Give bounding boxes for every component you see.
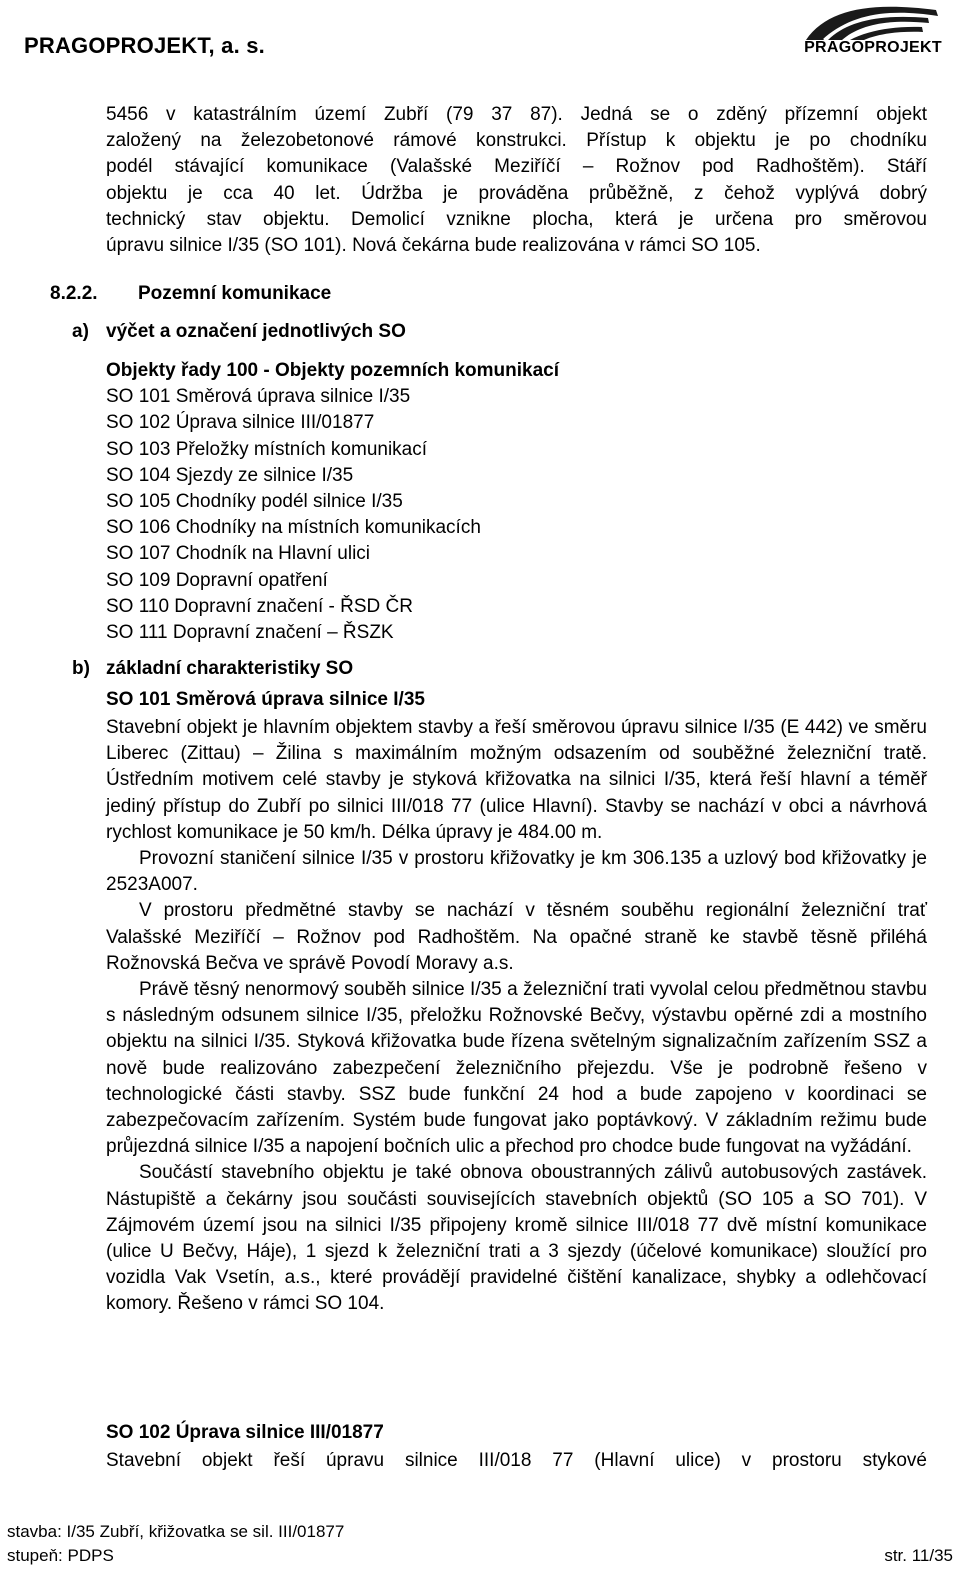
list-item: SO 109 Dopravní opatření (106, 569, 328, 591)
list-item: SO 106 Chodníky na místních komunikacích (106, 517, 481, 539)
list-item: SO 104 Sjezdy ze silnice I/35 (106, 464, 354, 486)
so101-paragraph: Stavební objekt je hlavním objektem stavby a řeší směrovou úpravu silnice I/35 (E 442) ve směru Liberec (Zittau) – Žilina s maximálním možným odsazením od souběžné železniční tratě. Ústředním motivem celé stavby je styková křižovatka na silnici I/35, která řeší hlavní a téměř jediný přístup do Zubří po silnici III/018 77 (ulice Hlavní). Stavby se nachází v obci a návrhová rychlost komunikace je 50 km/h. Délka úpravy je 484.00 m. (106, 717, 927, 843)
subsection-a-title: výčet a označení jednotlivých SO (106, 321, 406, 342)
so102-paragraph: Stavební objekt řeší úpravu silnice III/018 77 (Hlavní ulice) v prostoru stykové (106, 1450, 927, 1471)
footer-stage: stupeň: PDPS (7, 1546, 114, 1565)
intro-line: technický stav objektu. Demolicí vznikne plocha, která je určena pro směrovou (106, 208, 927, 230)
logo-text: PRAGOPROJEKT (804, 39, 942, 56)
so101-paragraph: Součástí stavebního objektu je také obnova oboustranných zálivů autobusových zastávek. Nástupiště a čekárny jsou součásti souvisejících stavebních objektů (SO 105 a SO 701). V Zájmovém území jsou na silnici I/35 připojeny kromě silnice III/018 77 dvě místní komunikace (ulice U Bečvy, Háje), 1 sjezd k železniční trati a 3 sjezdy (účelové komunikace) sloužící pro vozidla Vak Vsetín, a.s., které provádějí pravidelné čištění kanalizace, shybky a odlehčovací komory. Řešeno v rámci SO 104. (106, 1162, 927, 1315)
list-item: SO 105 Chodníky podél silnice I/35 (106, 491, 403, 513)
section-number: 8.2.2. (50, 283, 98, 304)
so102-title: SO 102 Úprava silnice III/01877 (106, 1422, 384, 1443)
section-title: Pozemní komunikace (138, 283, 332, 304)
page-number: str. 11/35 (884, 1546, 953, 1565)
list-item: SO 101 Směrová úprava silnice I/35 (106, 386, 411, 408)
so101-paragraph: Provozní staničení silnice I/35 v prostoru křižovatky je km 306.135 a uzlový bod křižovatky je 2523A007. (106, 848, 927, 896)
intro-line: podél stávající komunikace (Valašské Meziříčí – Rožnov pod Radhoštěm). Stáří (106, 156, 927, 178)
so101-title: SO 101 Směrová úprava silnice I/35 (106, 689, 425, 710)
company-logo (798, 2, 948, 64)
logo-swoosh-icon (798, 2, 948, 42)
so102-body (106, 1448, 927, 1474)
intro-line: úpravu silnice I/35 (SO 101). Nová čekárna bude realizována v rámci SO 105. (106, 235, 761, 257)
so101-paragraph: V prostoru předmětné stavby se nachází v těsném souběhu regionální železniční trať Valašské Meziříčí – Rožnov pod Radhoštěm. Na opačné straně ke stavbě těsně přiléhá Rožnovská Bečva ve správě Povodí Moravy a.s. (106, 900, 927, 974)
intro-line: objektu je cca 40 let. Údržba je prováděna průběžně, z čehož vyplývá dobrý (106, 182, 927, 204)
section-heading (50, 283, 331, 305)
objects-list (106, 358, 559, 646)
subsection-b-title: základní charakteristiky SO (106, 658, 354, 679)
so101-body (106, 715, 927, 1318)
intro-line: založený na železobetonové rámové konstrukci. Přístup k objektu je po chodníku (106, 130, 927, 152)
list-item: SO 111 Dopravní značení – ŘSZK (106, 622, 394, 644)
intro-line: 5456 v katastrálním území Zubří (79 37 87). Jedná se o zděný přízemní objekt (106, 104, 927, 125)
list-item: SO 102 Úprava silnice III/01877 (106, 412, 375, 434)
subsection-b-label: b) (72, 658, 90, 679)
footer-project: stavba: I/35 Zubří, křižovatka se sil. III/01877 (7, 1522, 345, 1541)
list-item: SO 107 Chodník na Hlavní ulici (106, 543, 371, 565)
subsection-a-label: a) (72, 321, 89, 342)
so101-paragraph: Právě těsný nenormový souběh silnice I/35 a železniční trati vyvolal celou předmětnou stavbu s následným odsunem silnice I/35, přeložku Rožnovské Bečvy, výstavbu opěrné zdi a mostního objektu na silnici I/35. Styková křižovatka bude řízena světelným signalizačním zařízením SSZ a nově bude realizováno zabezpečení železničního přejezdu. Vše je podrobně řešeno v technologické části stavby. SSZ bude funkční 24 hod a bude zapojeno v koordinaci se zabezpečovacím zařízením. Systém bude fungovat jako poptávkový. V základním režimu bude průjezdná silnice I/35 a napojení bočních ulic a přechod pro chodce bude fungovat na vyžádání. (106, 979, 927, 1158)
objects-list-heading: Objekty řady 100 - Objekty pozemních komunikací (106, 360, 559, 381)
subsection-b-heading (72, 658, 353, 680)
subsection-a-heading (72, 321, 406, 343)
header-company-name: PRAGOPROJEKT, a. s. (24, 33, 265, 58)
list-item: SO 110 Dopravní značení - ŘSD ČR (106, 595, 413, 617)
intro-paragraph (106, 102, 927, 259)
list-item: SO 103 Přeložky místních komunikací (106, 438, 428, 460)
